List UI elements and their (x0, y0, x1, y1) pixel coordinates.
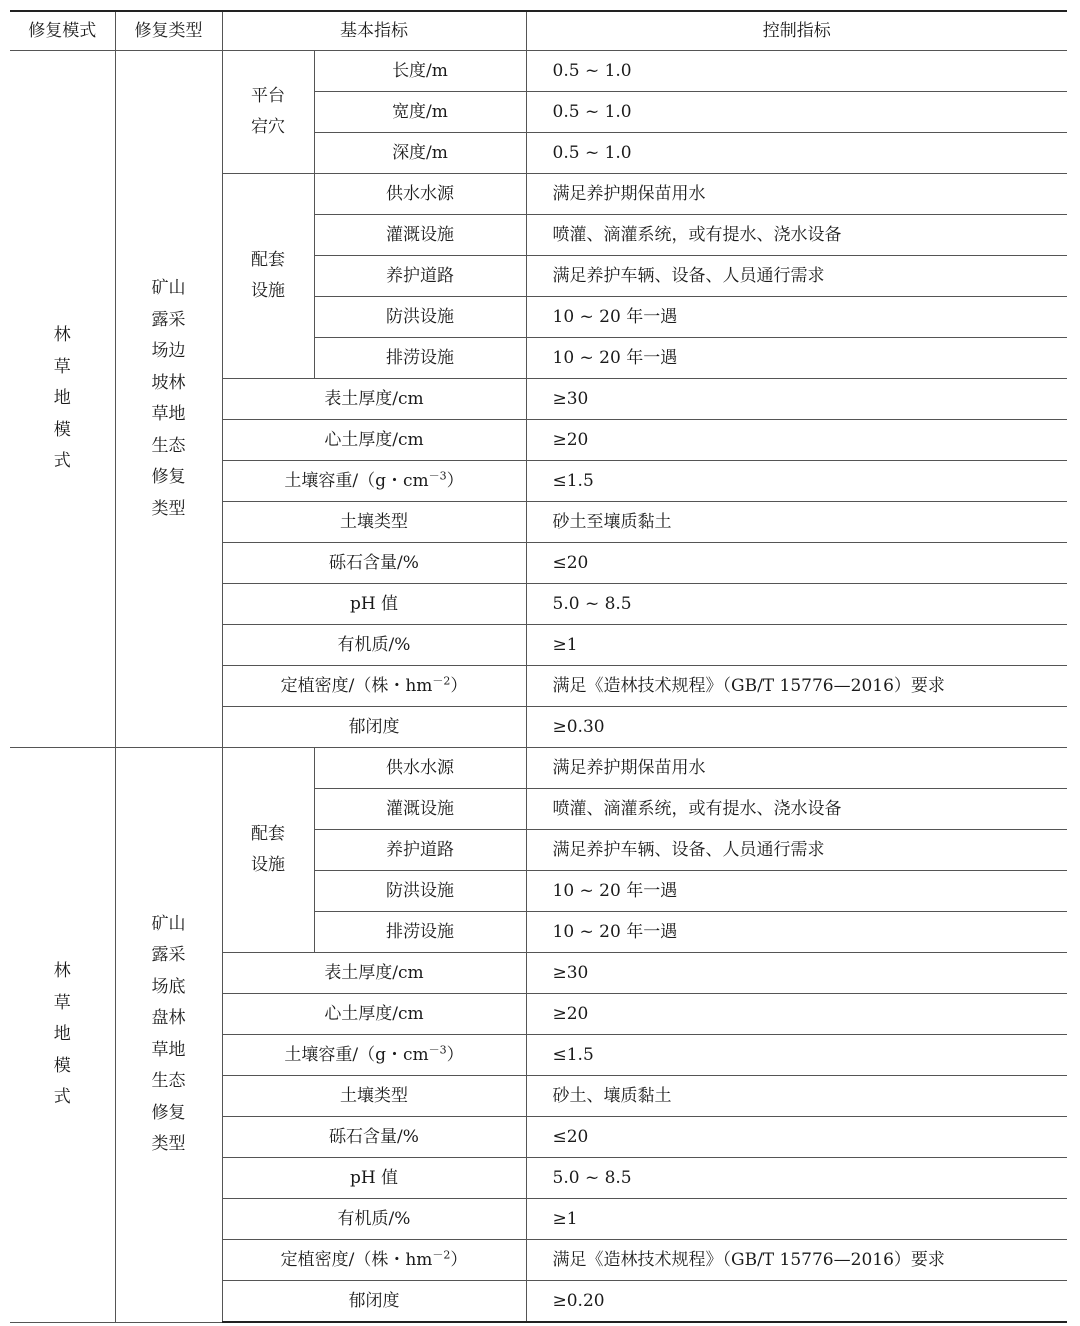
indicator-label (314, 748, 526, 789)
unit-exponent: －2 (432, 1248, 451, 1262)
indicator-label (222, 707, 526, 748)
indicator-label (314, 133, 526, 174)
indicator-label (222, 584, 526, 625)
control-value: ≤1.5 (526, 461, 1067, 502)
indicator-label-text: pH 值 (349, 594, 399, 614)
indicator-label (222, 461, 526, 502)
control-value: 满足养护期保苗用水 (526, 748, 1067, 789)
indicator-label (314, 789, 526, 830)
control-value: 10 ~ 20 年一遇 (526, 297, 1067, 338)
indicator-label (314, 912, 526, 953)
indicator-label (314, 92, 526, 133)
indicator-label-text: 土壤类型 (340, 1086, 408, 1106)
indicator-label (222, 666, 526, 707)
indicator-label-end: ） (446, 471, 464, 491)
indicator-label (314, 174, 526, 215)
indicator-label (222, 1035, 526, 1076)
group-supporting-facilities (222, 748, 314, 953)
indicator-label-text: 深度/m (392, 143, 448, 163)
group-label: 配套设施 (251, 250, 285, 301)
control-value: 喷灌、滴灌系统，或有提水、浇水设备 (526, 215, 1067, 256)
table-row (10, 51, 1067, 92)
control-value: 砂土、壤质黏土 (526, 1076, 1067, 1117)
indicator-label (222, 625, 526, 666)
vertical-text: 矿山露采场底盘林草地生态修复类型 (151, 913, 186, 1155)
control-value: ≤20 (526, 1117, 1067, 1158)
unit-exponent: －2 (432, 674, 451, 688)
indicator-label-text: 心土厚度/cm (324, 430, 424, 450)
indicator-label-text: 有机质/% (337, 635, 411, 655)
indicator-label-end: ） (446, 1045, 464, 1065)
unit-exponent: －3 (428, 469, 447, 483)
restoration-mode (10, 51, 115, 748)
control-value: 10 ~ 20 年一遇 (526, 871, 1067, 912)
table-header-row (10, 11, 1067, 51)
indicator-label (314, 297, 526, 338)
restoration-type (115, 748, 222, 1323)
indicator-label-end: ） (450, 676, 468, 696)
indicator-label (222, 1281, 526, 1323)
indicator-label (222, 543, 526, 584)
control-value: ≥20 (526, 420, 1067, 461)
group-label: 平台宕穴 (251, 86, 285, 137)
indicator-label-text: 表土厚度/cm (324, 963, 424, 983)
control-value: ≥30 (526, 379, 1067, 420)
indicator-label (222, 1199, 526, 1240)
indicator-label-text: 定植密度/（株・hm (280, 1250, 433, 1270)
indicator-label (314, 871, 526, 912)
control-value: ≥30 (526, 953, 1067, 994)
indicator-label-end: ） (450, 1250, 468, 1270)
indicator-label-text: 防洪设施 (386, 307, 454, 327)
group-supporting-facilities (222, 174, 314, 379)
indicator-label (222, 502, 526, 543)
control-value: 喷灌、滴灌系统，或有提水、浇水设备 (526, 789, 1067, 830)
indicator-label (314, 215, 526, 256)
indicator-label (222, 953, 526, 994)
vertical-text: 矿山露采场边坡林草地生态修复类型 (151, 278, 186, 519)
indicator-label-text: 灌溉设施 (386, 225, 454, 245)
indicator-label (222, 420, 526, 461)
group-label: 配套设施 (251, 824, 285, 875)
control-value: 0.5 ~ 1.0 (526, 92, 1067, 133)
indicator-label-text: 心土厚度/cm (324, 1004, 424, 1024)
indicator-label-text: 郁闭度 (348, 1291, 400, 1311)
control-value: 0.5 ~ 1.0 (526, 133, 1067, 174)
indicator-label (222, 379, 526, 420)
indicator-label (222, 1158, 526, 1199)
control-value: 砂土至壤质黏土 (526, 502, 1067, 543)
control-value: 5.0 ~ 8.5 (526, 584, 1067, 625)
indicator-label-text: 灌溉设施 (386, 799, 454, 819)
indicator-label-text: 表土厚度/cm (324, 389, 424, 409)
header-basic-indicator: 基本指标 (222, 11, 526, 51)
control-value: 5.0 ~ 8.5 (526, 1158, 1067, 1199)
indicator-label-text: 排涝设施 (386, 922, 454, 942)
indicator-label-text: 排涝设施 (386, 348, 454, 368)
indicator-label-text: 宽度/m (392, 102, 448, 122)
indicator-label-text: 土壤类型 (340, 512, 408, 532)
indicator-label (222, 1117, 526, 1158)
indicator-label-text: 供水水源 (386, 184, 454, 204)
unit-exponent: －3 (428, 1043, 447, 1057)
indicator-label (314, 51, 526, 92)
restoration-type (115, 51, 222, 748)
standards-table-document (10, 10, 1067, 1323)
indicator-label-text: 土壤容重/（g・cm (284, 471, 429, 491)
header-control-indicator: 控制指标 (526, 11, 1067, 51)
indicator-label (222, 1240, 526, 1281)
group-platform-pit (222, 51, 314, 174)
indicator-label-text: 长度/m (392, 61, 448, 81)
control-value: ≥0.30 (526, 707, 1067, 748)
control-value: 10 ~ 20 年一遇 (526, 338, 1067, 379)
restoration-mode (10, 748, 115, 1323)
table-row (10, 748, 1067, 789)
indicator-label-text: 防洪设施 (386, 881, 454, 901)
vertical-text: 林草地模式 (53, 961, 71, 1107)
indicator-label-text: 养护道路 (386, 840, 454, 860)
control-value: 0.5 ~ 1.0 (526, 51, 1067, 92)
control-value: ≥1 (526, 1199, 1067, 1240)
vertical-text: 林草地模式 (53, 325, 71, 472)
indicator-label (222, 994, 526, 1035)
indicator-label-text: 砾石含量/% (329, 1127, 419, 1147)
indicator-label-text: 有机质/% (337, 1209, 411, 1229)
control-value: 满足养护车辆、设备、人员通行需求 (526, 830, 1067, 871)
control-value: 10 ~ 20 年一遇 (526, 912, 1067, 953)
indicator-label-text: 供水水源 (386, 758, 454, 778)
indicator-label-text: 土壤容重/（g・cm (284, 1045, 429, 1065)
indicator-label (314, 256, 526, 297)
control-value: 满足养护车辆、设备、人员通行需求 (526, 256, 1067, 297)
control-value: ≤1.5 (526, 1035, 1067, 1076)
control-value: 满足养护期保苗用水 (526, 174, 1067, 215)
indicator-label-text: 砾石含量/% (329, 553, 419, 573)
control-value: ≥0.20 (526, 1281, 1067, 1323)
indicator-label-text: pH 值 (349, 1168, 399, 1188)
control-value: 满足《造林技术规程》（GB/T 15776—2016）要求 (526, 1240, 1067, 1281)
indicator-label (314, 338, 526, 379)
indicator-label-text: 定植密度/（株・hm (280, 676, 433, 696)
indicator-label (314, 830, 526, 871)
control-value: ≥1 (526, 625, 1067, 666)
control-value: ≤20 (526, 543, 1067, 584)
indicator-label-text: 郁闭度 (348, 717, 400, 737)
header-type: 修复类型 (115, 11, 222, 51)
restoration-standards-table (10, 10, 1067, 1323)
indicator-label-text: 养护道路 (386, 266, 454, 286)
header-mode: 修复模式 (10, 11, 115, 51)
control-value: ≥20 (526, 994, 1067, 1035)
indicator-label (222, 1076, 526, 1117)
control-value: 满足《造林技术规程》（GB/T 15776—2016）要求 (526, 666, 1067, 707)
